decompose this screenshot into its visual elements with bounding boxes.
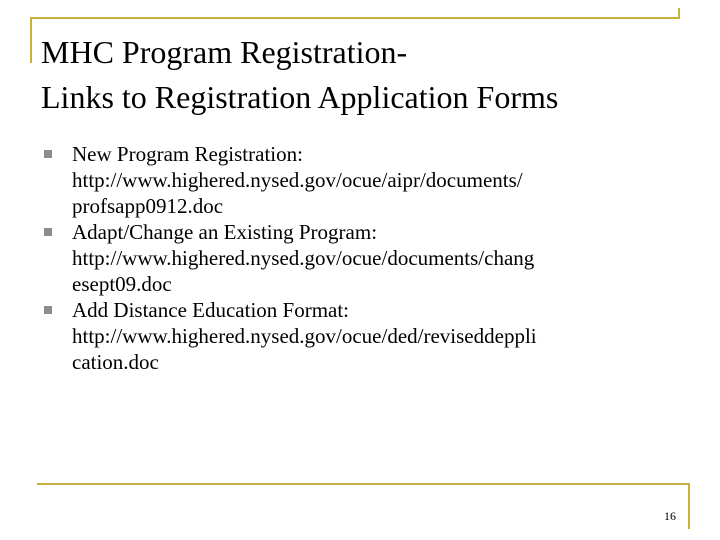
slide-title: [41, 30, 691, 120]
square-bullet-icon: [44, 228, 52, 236]
bullet-link-continued[interactable]: cation.doc: [72, 350, 159, 374]
page-number: 16: [664, 509, 676, 523]
bullet-link[interactable]: http://www.highered.nysed.gov/ocue/ded/reviseddeppli: [72, 324, 537, 348]
bottom-rule: [37, 483, 690, 485]
left-rule: [30, 17, 32, 63]
bullet-link[interactable]: http://www.highered.nysed.gov/ocue/aipr/documents/: [72, 168, 523, 192]
bullet-item-distance-education: [40, 297, 690, 375]
square-bullet-icon: [44, 150, 52, 158]
bullet-item-new-program: [40, 141, 690, 219]
slide-title-line-2: Links to Registration Application Forms: [41, 79, 559, 115]
bullet-link-continued[interactable]: esept09.doc: [72, 272, 172, 296]
square-bullet-icon: [44, 306, 52, 314]
bottom-rule-cap: [688, 483, 690, 529]
bullet-label: Add Distance Education Format:: [72, 298, 350, 322]
bullet-item-adapt-change-program: [40, 219, 690, 297]
slide-title-line-1: MHC Program Registration-: [41, 34, 408, 70]
bullet-link[interactable]: http://www.highered.nysed.gov/ocue/documents/chang: [72, 246, 535, 270]
top-rule-cap: [678, 8, 680, 19]
bullet-label: New Program Registration:: [72, 142, 303, 166]
bullet-label: Adapt/Change an Existing Program:: [72, 220, 378, 244]
bullet-list: [40, 141, 690, 375]
bullet-link-continued[interactable]: profsapp0912.doc: [72, 194, 224, 218]
top-rule: [30, 17, 680, 19]
